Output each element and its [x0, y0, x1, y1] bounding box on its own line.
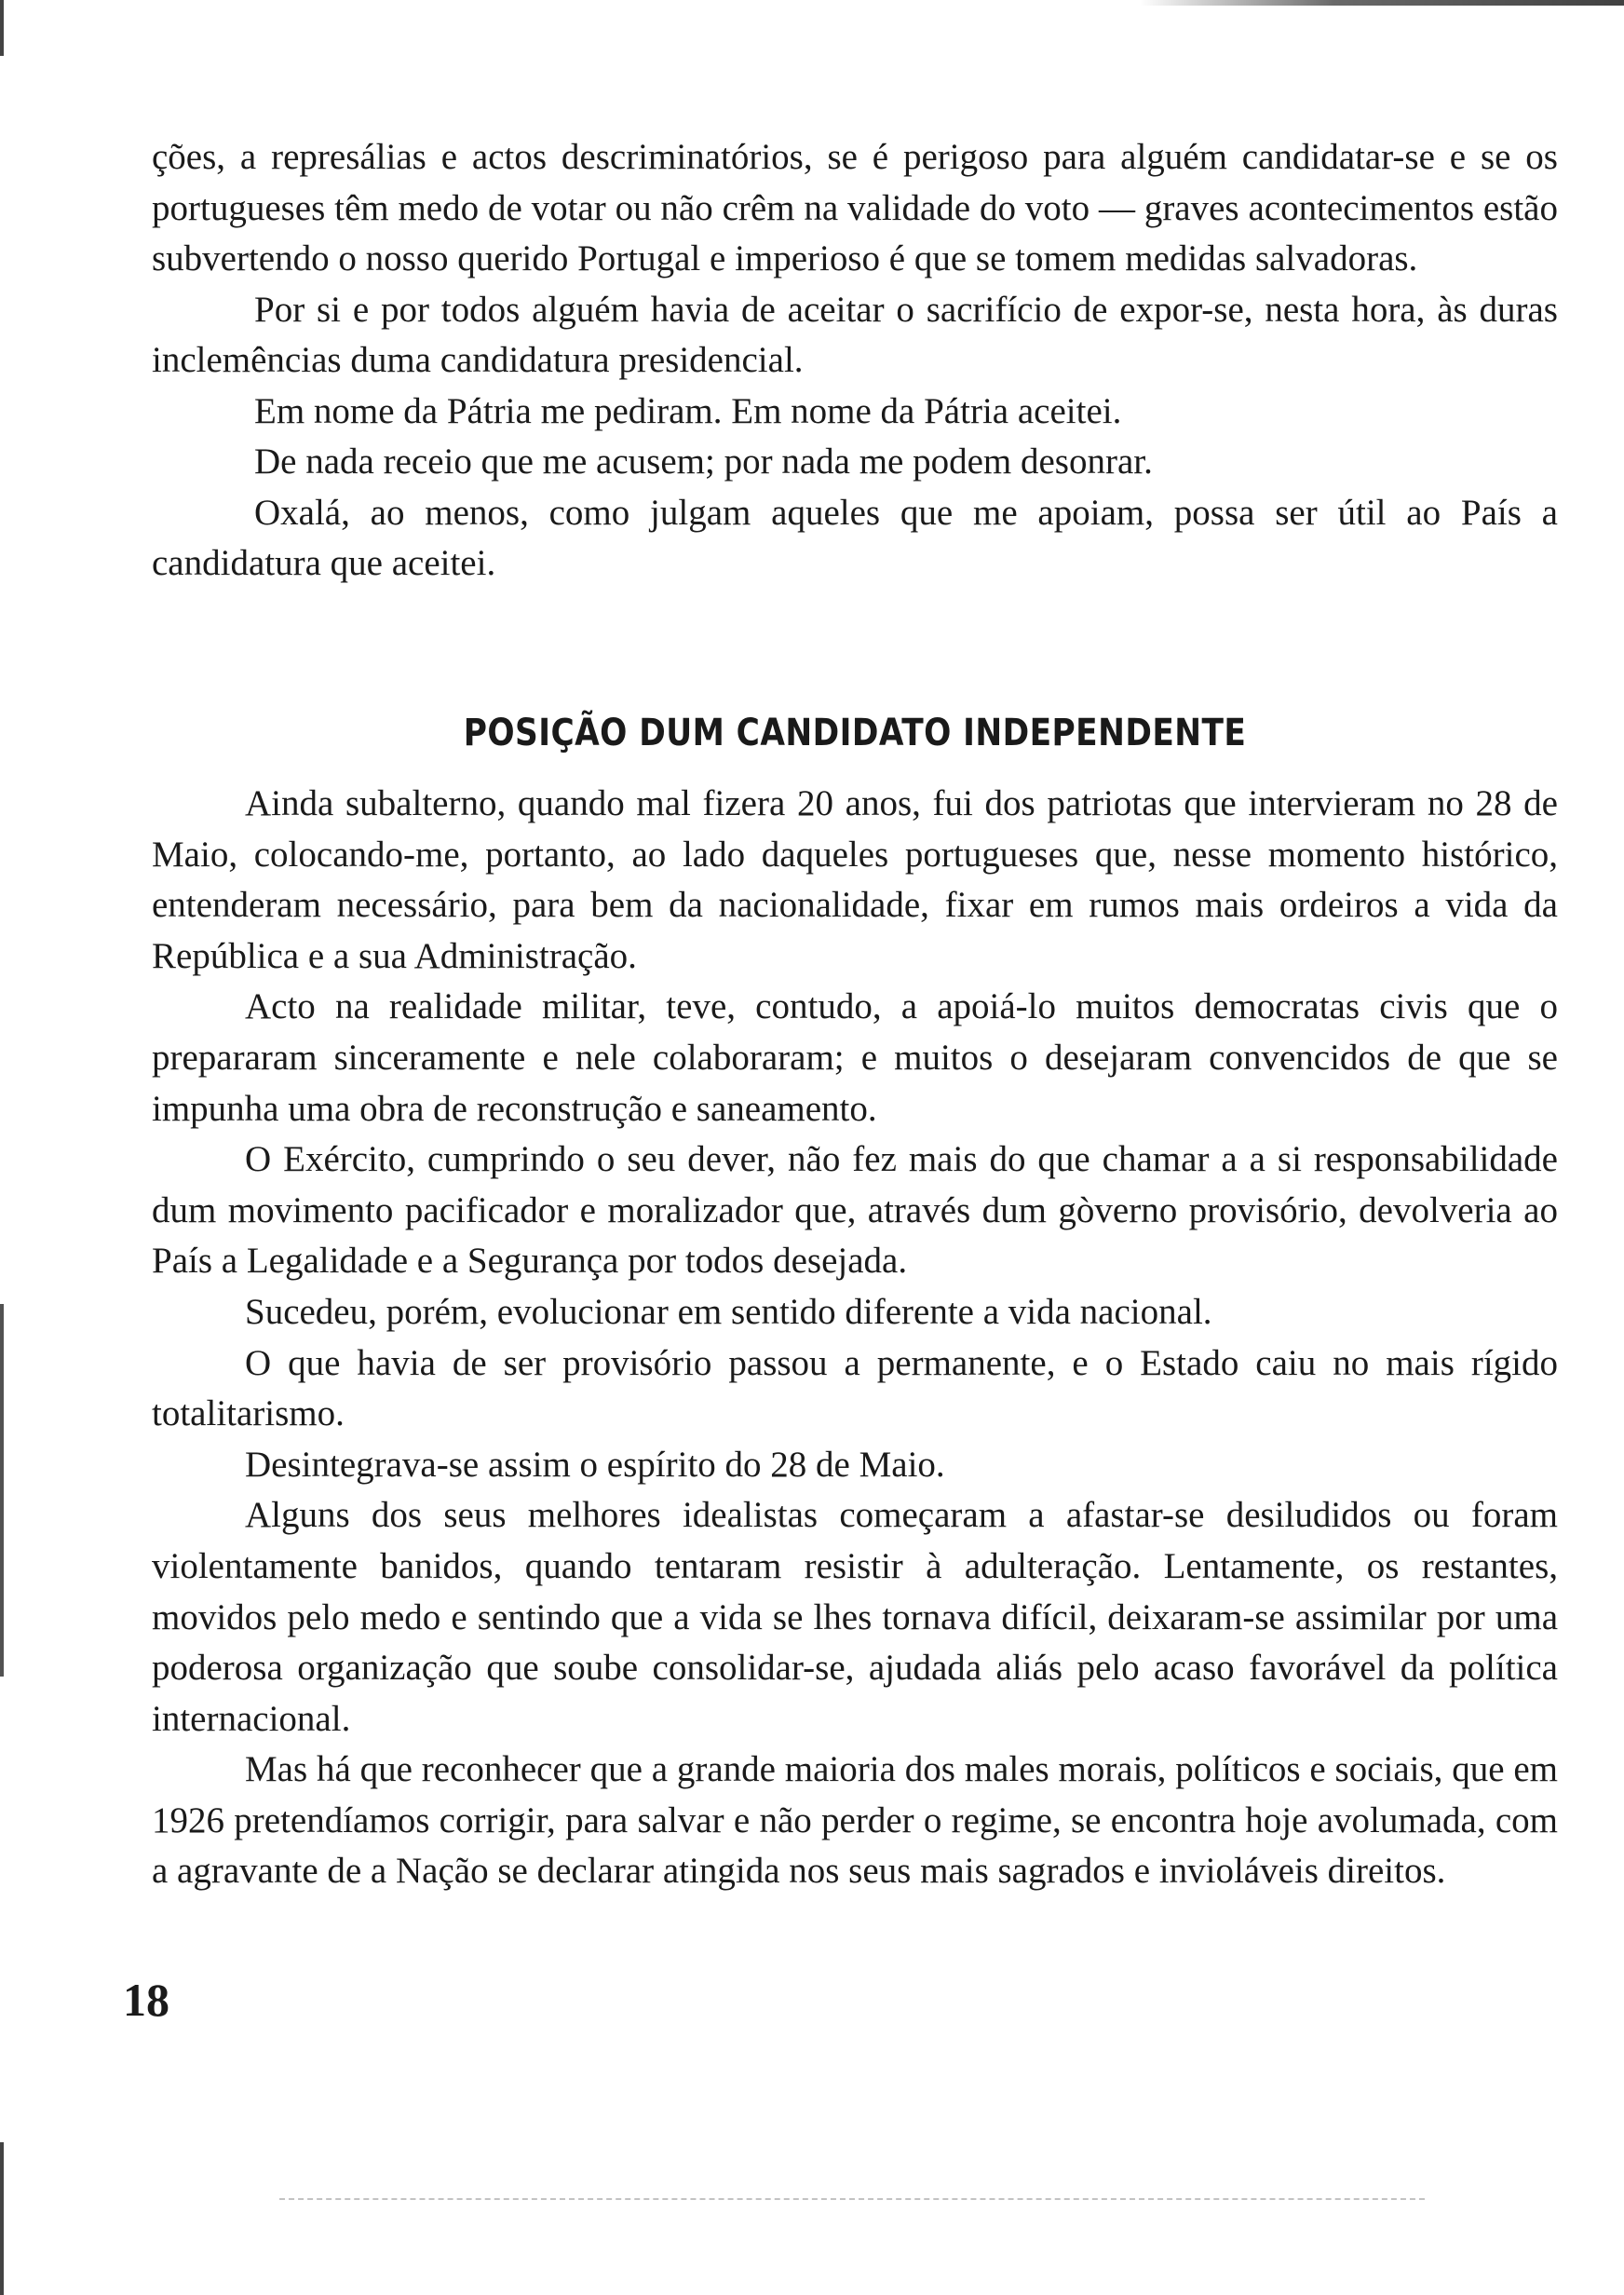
scan-edge-top [1140, 0, 1624, 6]
section-paragraph: Desintegrava-se assim o espírito do 28 de Maio. [245, 1444, 945, 1485]
section-paragraph: Alguns dos seus melhores idealistas começaram a afastar-se desiludidos ou foram violentamente banidos, quando tentaram resistir à adulteração. Lentamente, os restantes, movidos pelo medo e sentindo que a vida se lhes tornava difícil, deixaram-se assimilar por uma poderosa organização que soube consolidar-se, ajudada aliás pelo acaso favorável da política internacional. [152, 1495, 1558, 1739]
section-paragraph: Ainda subalterno, quando mal fizera 20 anos, fui dos patriotas que intervieram no 28 de Maio, colocando-me, portanto, ao lado daqueles portugueses que, nesse momento histórico, entenderam necessário, para bem da nacionalidade, fixar em rumos mais ordeiros a vida da República e a sua Administração. [152, 783, 1558, 976]
intro-paragraph: Por si e por todos alguém havia de aceitar o sacrifício de expor-se, nesta hora, às duras inclemências duma candidatura presidencial. [152, 289, 1558, 380]
scan-edge-left [0, 0, 4, 2295]
intro-paragraph: ções, a represálias e actos descriminatórios, se é perigoso para alguém candidatar-se e se os portugueses têm medo de votar ou não crêm na validade do voto — graves acontecimentos estão subvertendo o nosso querido Portugal e imperioso é que se tomem medidas salvadoras. [152, 137, 1558, 278]
intro-paragraph: Oxalá, ao menos, como julgam aqueles que me apoiam, possa ser útil ao País a candidatura que aceitei. [152, 492, 1558, 583]
scan-noise-bottom [279, 2198, 1425, 2203]
page-number: 18 [123, 1974, 169, 2026]
section-paragraph: Acto na realidade militar, teve, contudo, a apoiá-lo muitos democratas civis que o prepararam sinceramente e nele colaboraram; e muitos o desejaram convencidos de que se impunha uma obra de reconstrução e saneamento. [152, 986, 1558, 1129]
intro-paragraph: De nada receio que me acusem; por nada me podem desonrar. [254, 441, 1153, 482]
intro-paragraph: Em nome da Pátria me pediram. Em nome da Pátria aceitei. [254, 390, 1122, 431]
section-text-block [152, 779, 1558, 1897]
section-paragraph: O Exército, cumprindo o seu dever, não fez mais do que chamar a a si responsabilidade dum movimento pacificador e moralizador que, através dum gòverno provisório, devolveria ao País a Legalidade e a Segurança por todos desejada. [152, 1139, 1558, 1282]
section-paragraph: O que havia de ser provisório passou a permanente, e o Estado caiu no mais rígido totalitarismo. [152, 1342, 1558, 1434]
section-paragraph: Mas há que reconhecer que a grande maioria dos males morais, políticos e sociais, que em 1926 pretendíamos corrigir, para salvar e não perder o regime, se encontra hoje avolumada, com a agravante de a Nação se declarar atingida nos seus mais sagrados e invioláveis direitos. [152, 1749, 1558, 1892]
section-heading: POSIÇÃO DUM CANDIDATO INDEPENDENTE [463, 712, 1247, 754]
intro-text-block [152, 132, 1558, 590]
section-paragraph: Sucedeu, porém, evolucionar em sentido diferente a vida nacional. [245, 1291, 1212, 1332]
